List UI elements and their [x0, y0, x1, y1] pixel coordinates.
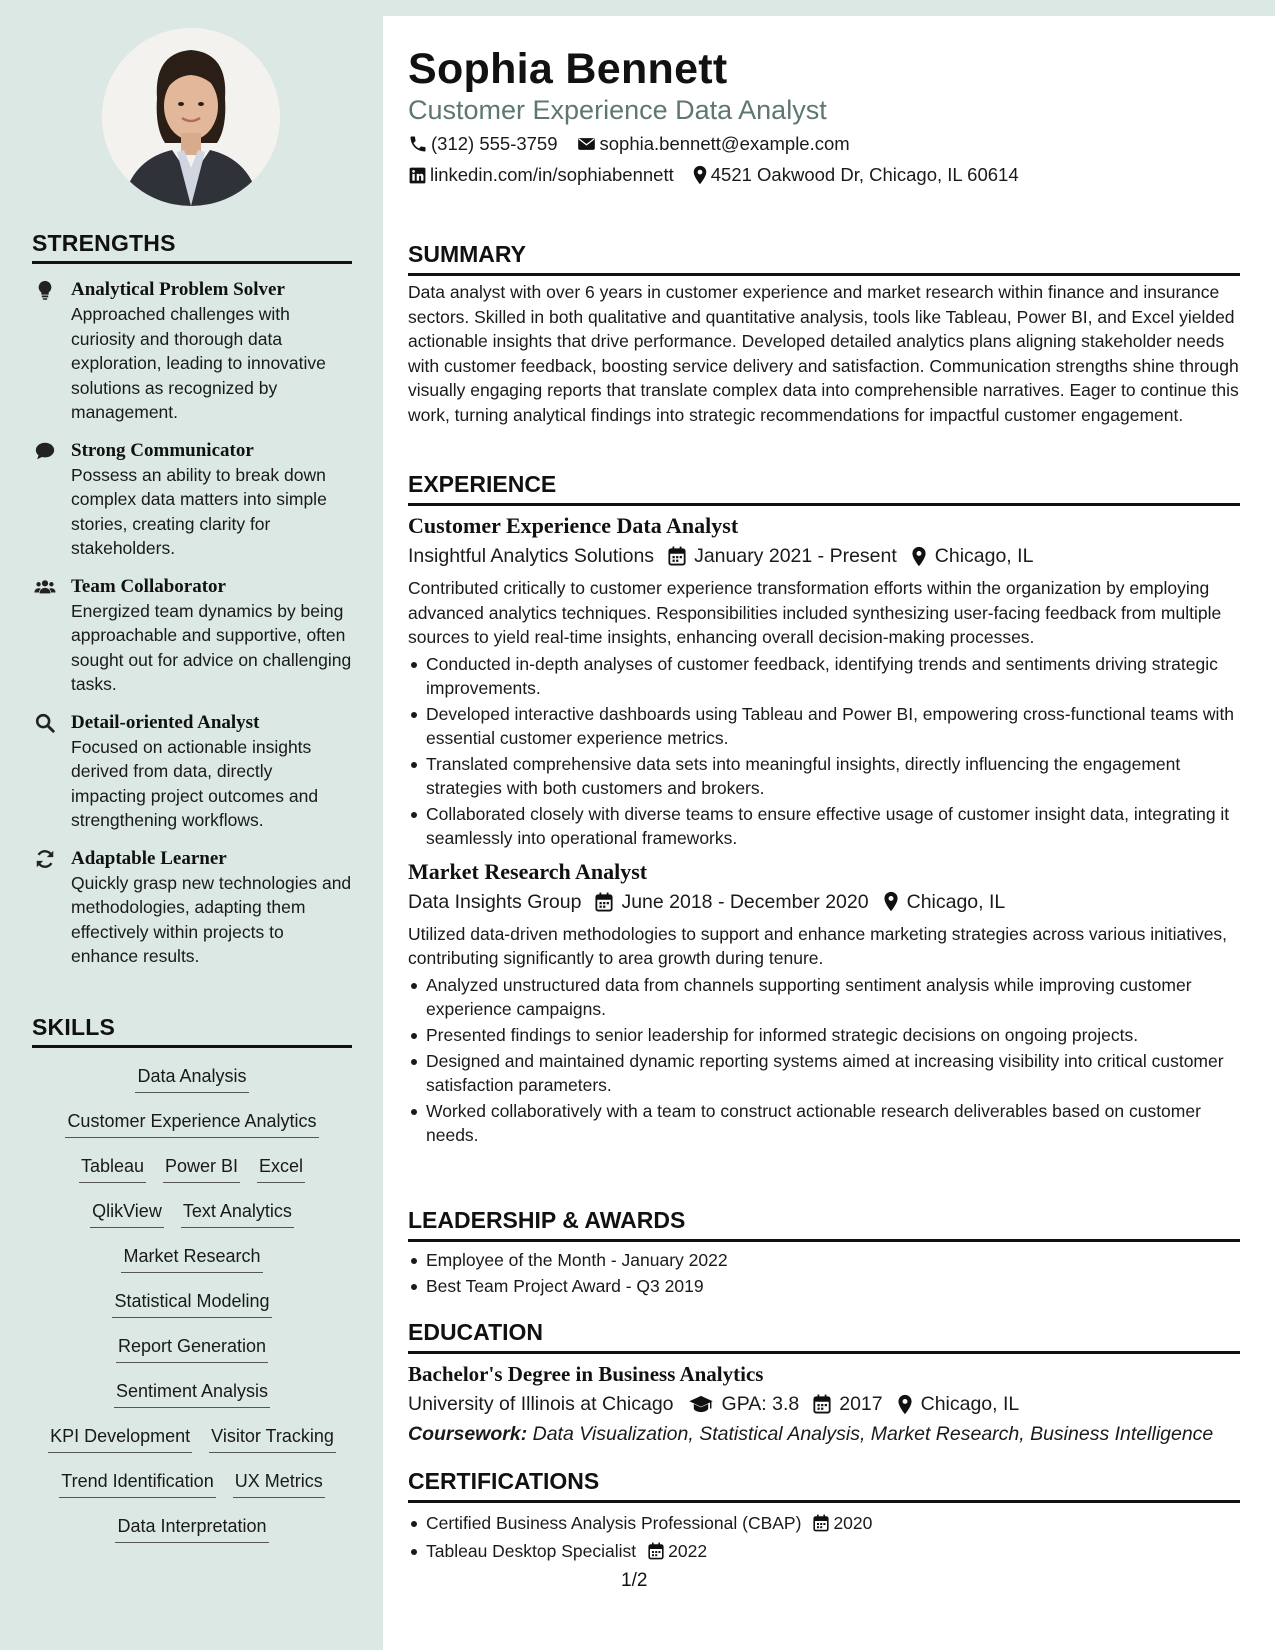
skill-tag: Report Generation	[116, 1334, 268, 1363]
skills-heading: SKILLS	[32, 1014, 352, 1048]
map-pin-icon	[883, 891, 899, 912]
job-bullets	[408, 973, 1240, 1147]
coursework-list: Data Visualization, Statistical Analysis, Market Research, Business Intelligence	[532, 1423, 1214, 1445]
skill-tag: Power BI	[163, 1154, 240, 1183]
job-location: Chicago, IL	[906, 890, 1006, 913]
coursework-label: Coursework:	[408, 1423, 528, 1445]
certifications-list	[408, 1511, 1240, 1563]
cert-name: Certified Business Analysis Professional (CBAP)	[426, 1513, 802, 1533]
leadership-section	[408, 1206, 1240, 1300]
calendar-icon	[648, 1542, 664, 1560]
coursework	[408, 1420, 1240, 1448]
list-item: Employee of the Month - January 2022	[408, 1248, 1240, 1272]
list-item: Conducted in-depth analyses of customer feedback, identifying trends and sentiments driving strategic improvements.	[408, 652, 1240, 700]
refresh-icon	[34, 848, 56, 870]
job-description: Utilized data-driven methodologies to support and enhance marketing strategies across various initiatives, contributing significantly to area growth during tenure.	[408, 923, 1228, 968]
calendar-icon	[668, 546, 686, 566]
skill-tag: Customer Experience Analytics	[65, 1109, 318, 1138]
list-item: Designed and maintained dynamic reporting systems aimed at increasing visibility into critical customer satisfaction parameters.	[408, 1049, 1240, 1097]
strength-item	[32, 847, 352, 969]
job-description: Contributed critically to customer experience transformation efforts within the organization by employing advanced analytics techniques. Responsibilities included synthesizing user-facing feedback from multiple sources to yield real-time insights, enhancing overall decision-making processes.	[408, 578, 1222, 647]
graduation-cap-icon	[688, 1395, 714, 1413]
list-item	[408, 1539, 1240, 1563]
phone-icon	[408, 134, 428, 154]
map-pin-icon	[897, 1394, 913, 1415]
job-title: Customer Experience Data Analyst	[408, 513, 739, 538]
gpa-text: GPA: 3.8	[721, 1393, 800, 1415]
skill-tag: Excel	[257, 1154, 305, 1183]
skill-tag: Data Interpretation	[115, 1514, 268, 1543]
lightbulb-icon	[34, 279, 56, 301]
linkedin-link[interactable]: linkedin.com/in/sophiabennett	[430, 164, 674, 185]
list-item: Presented findings to senior leadership for informed strategic decisions on ongoing projects.	[408, 1023, 1240, 1047]
email-link[interactable]: sophia.bennett@example.com	[599, 133, 850, 154]
search-icon	[34, 712, 56, 734]
education-location: Chicago, IL	[920, 1393, 1020, 1415]
job-dates: January 2021 - Present	[694, 545, 897, 567]
skill-tag: KPI Development	[48, 1424, 192, 1453]
strength-desc: Possess an ability to break down complex data matters into simple stories, creating clarity for stakeholders.	[71, 464, 327, 558]
job-meta	[408, 888, 1240, 916]
skill-tag: Text Analytics	[181, 1199, 294, 1228]
candidate-name: Sophia Bennett	[408, 45, 728, 93]
job-dates: June 2018 - December 2020	[621, 890, 869, 913]
skill-tag: QlikView	[90, 1199, 164, 1228]
list-item: Best Team Project Award - Q3 2019	[408, 1274, 1240, 1298]
page-number: 1/2	[621, 1570, 648, 1591]
list-item: Worked collaboratively with a team to construct actionable research deliverables based on customer needs.	[408, 1099, 1240, 1147]
list-item: Developed interactive dashboards using Tableau and Power BI, empowering cross-functional teams with essential customer experience metrics.	[408, 702, 1240, 750]
strength-title: Analytical Problem Solver	[71, 279, 285, 300]
envelope-icon	[576, 134, 597, 154]
job-entry	[408, 512, 1240, 850]
job-bullets	[408, 652, 1240, 850]
strength-desc: Focused on actionable insights derived from data, directly impacting project outcomes and strengthening workflows.	[71, 736, 319, 830]
candidate-title: Customer Experience Data Analyst	[408, 95, 827, 125]
education-meta	[408, 1390, 1240, 1418]
job-entry	[408, 858, 1240, 1147]
strength-desc: Quickly grasp new technologies and methodologies, adapting them effectively within projects to enhance results.	[71, 872, 352, 966]
leadership-list	[408, 1248, 1240, 1298]
skills-list	[32, 1058, 352, 1553]
list-item	[408, 1511, 1240, 1535]
header	[408, 44, 1240, 187]
skill-tag: Trend Identification	[59, 1469, 215, 1498]
strength-item	[32, 711, 352, 833]
education-section	[408, 1318, 1240, 1448]
leadership-heading: LEADERSHIP & AWARDS	[408, 1206, 1240, 1242]
experience-heading: EXPERIENCE	[408, 470, 1240, 506]
map-pin-icon	[911, 546, 927, 567]
contact-row-2	[408, 163, 1240, 187]
skill-tag: Sentiment Analysis	[114, 1379, 270, 1408]
strength-item	[32, 278, 352, 425]
cert-year: 2020	[833, 1513, 873, 1533]
list-item: Translated comprehensive data sets into meaningful insights, directly influencing the engagement strategies with both customers and brokers.	[408, 752, 1240, 800]
skill-tag: Data Analysis	[135, 1064, 248, 1093]
strength-title: Team Collaborator	[71, 575, 226, 597]
list-item: Collaborated closely with diverse teams to ensure effective usage of customer insight data, integrating it seamlessly into operational frameworks.	[408, 802, 1240, 850]
strengths-heading: STRENGTHS	[32, 230, 352, 264]
strength-title: Strong Communicator	[71, 439, 254, 461]
summary-text: Data analyst with over 6 years in customer experience and market research within finance and insurance sectors. Skilled in both qualitative and quantitative analysis, tools like Tableau, Power BI, and Excel yielded actionable insights that drive performance. Developed detailed analytics plans aligning stakeholder needs with customer feedback, boosting service delivery and satisfaction. Communication strengths shine through visually engaging reports that translate complex data into comprehensible narratives. Eager to continue this work, turning analytical findings into strategic recommendations for impactful customer engagement.	[408, 282, 1239, 425]
certifications-section	[408, 1467, 1240, 1565]
experience-section	[408, 470, 1240, 1149]
skill-tag: Tableau	[79, 1154, 146, 1183]
calendar-icon	[813, 1514, 829, 1532]
speech-bubble-icon	[34, 440, 56, 462]
calendar-icon	[595, 892, 613, 912]
school-name: University of Illinois at Chicago	[408, 1393, 674, 1415]
list-item: Analyzed unstructured data from channels supporting sentiment analysis while improving customer experience campaigns.	[408, 973, 1240, 1021]
cert-year: 2022	[668, 1541, 708, 1561]
strength-item	[32, 439, 352, 561]
skills-section	[32, 1014, 352, 1553]
linkedin-icon	[408, 166, 427, 185]
skill-tag: Statistical Modeling	[112, 1289, 271, 1318]
users-icon	[34, 576, 56, 598]
job-company: Insightful Analytics Solutions	[408, 545, 655, 567]
strength-title: Detail-oriented Analyst	[71, 711, 260, 733]
phone-text: (312) 555-3759	[431, 133, 558, 154]
job-company: Data Insights Group	[408, 890, 582, 913]
skill-tag: Market Research	[121, 1244, 262, 1273]
graduation-year: 2017	[839, 1393, 883, 1415]
map-pin-icon	[692, 165, 708, 185]
strengths-section	[32, 230, 352, 969]
job-title: Market Research Analyst	[408, 858, 648, 884]
skill-tag: UX Metrics	[233, 1469, 325, 1498]
cert-name: Tableau Desktop Specialist	[426, 1541, 637, 1561]
certifications-heading: CERTIFICATIONS	[408, 1467, 1240, 1503]
strength-item	[32, 575, 352, 697]
contact-row-1	[408, 132, 1240, 156]
summary-section	[408, 240, 1240, 427]
top-band	[383, 0, 1275, 16]
strength-desc: Energized team dynamics by being approachable and supportive, often sought out for advice on challenging tasks.	[71, 600, 352, 694]
strength-desc: Approached challenges with curiosity and thorough data exploration, leading to innovative solutions as recognized by management.	[71, 304, 326, 422]
degree-title: Bachelor's Degree in Business Analytics	[408, 1362, 764, 1386]
skill-tag: Visitor Tracking	[209, 1424, 336, 1453]
job-location: Chicago, IL	[934, 545, 1034, 567]
address-text: 4521 Oakwood Dr, Chicago, IL 60614	[710, 164, 1019, 185]
calendar-icon	[813, 1394, 831, 1414]
summary-heading: SUMMARY	[408, 240, 1240, 276]
education-heading: EDUCATION	[408, 1318, 1240, 1354]
strength-title: Adaptable Learner	[71, 847, 227, 869]
job-meta	[408, 542, 1240, 570]
avatar	[102, 28, 280, 206]
